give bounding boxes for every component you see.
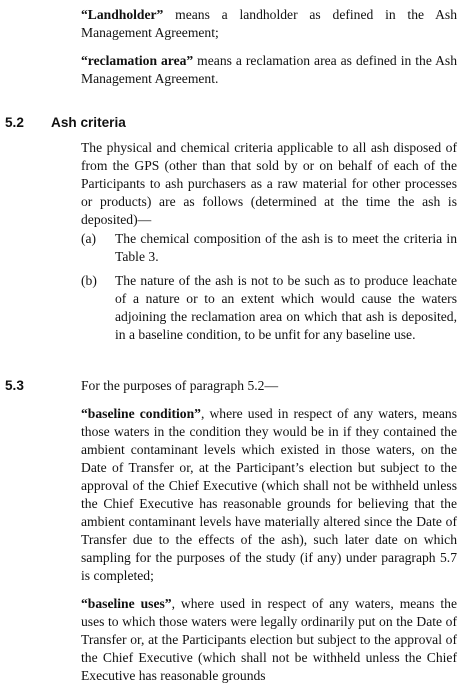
section-number: 5.2 bbox=[5, 115, 24, 130]
definition-term: “baseline uses” bbox=[81, 596, 172, 611]
definition-reclamation-area bbox=[81, 52, 457, 88]
definition-baseline-condition bbox=[81, 405, 457, 585]
definition-text: means a reclamation area as defined in the Ash Management Agreement. bbox=[81, 53, 457, 86]
section-number: 5.3 bbox=[5, 378, 24, 393]
list-item-text: The chemical composition of the ash is to meet the criteria in Table 3. bbox=[115, 231, 457, 264]
definition-landholder bbox=[81, 6, 457, 42]
list-item-text: The nature of the ash is not to be such as to produce leachate of a nature or to an extent which would cause the waters adjoining the reclamation area on which that ash is deposited, in a baseline condition, to be unfit for any baseline use. bbox=[115, 273, 457, 342]
section-title: Ash criteria bbox=[51, 115, 126, 130]
definition-baseline-uses bbox=[81, 595, 457, 685]
list-item-label: (b) bbox=[81, 273, 97, 288]
list-item-label: (a) bbox=[81, 231, 97, 246]
definition-text: means a landholder as defined in the Ash Management Agreement; bbox=[81, 7, 457, 40]
definition-term: “baseline condition” bbox=[81, 406, 201, 421]
definition-text: , where used in respect of any waters, means the uses to which those waters were legally ordinarily put on the Date of Transfer or, at the Participants election but subject to the approval of the Chief Executive (which shall not be withheld unless the Chief Executive has reasonable grounds bbox=[81, 596, 457, 683]
definition-term: “reclamation area” bbox=[81, 53, 194, 68]
definition-text: , where used in respect of any waters, means those waters in the condition they would be in if they contained the ambient contaminant levels which existed in those waters, on the Date of Transfer or, at the Participant’s election but subject to the approval of the Chief Executive (which shall not be withheld unless the Chief Executive has reasonable grounds for believing that the ambient contaminant levels have materially altered since the Date of Transfer due to the effects of the ash), such later date on which sampling for the purposes of the study (if any) under paragraph 5.7 is completed; bbox=[81, 406, 457, 583]
section-intro: The physical and chemical criteria applicable to all ash disposed of from the GPS (other than that sold by or on behalf of each of the Participants to ash purchasers as a raw material for other processes or products) are as follows (determined at the time the ash is deposited)— bbox=[81, 140, 457, 227]
definition-term: “Landholder” bbox=[81, 7, 164, 22]
section-intro: For the purposes of paragraph 5.2— bbox=[81, 378, 279, 393]
